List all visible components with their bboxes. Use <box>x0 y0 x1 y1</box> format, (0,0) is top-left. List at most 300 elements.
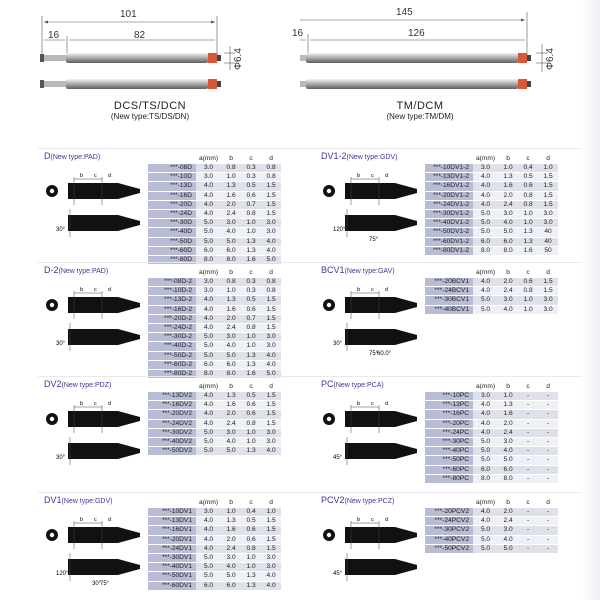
model-cell: ***-30DV1-2 <box>425 210 473 219</box>
dimension-letter: d <box>108 401 112 407</box>
tip-series-newtype: (New type:TM/DM) <box>386 112 454 121</box>
value-cell: 5.0 <box>221 572 241 581</box>
dimension-letter: c <box>371 401 374 407</box>
section-type-name: PC <box>321 379 334 389</box>
value-cell: 1.5 <box>261 314 281 323</box>
column-header: b <box>498 499 518 508</box>
model-cell: ***-24D-2 <box>148 324 196 333</box>
value-cell: 6.0 <box>196 360 221 369</box>
model-cell: ***-13D-2 <box>148 296 196 305</box>
model-cell: ***-40BCV1 <box>425 305 473 314</box>
value-cell: 6.0 <box>196 246 221 255</box>
table-row <box>425 517 558 526</box>
model-cell: ***-16DV1 <box>148 526 196 535</box>
column-header: b <box>221 155 241 164</box>
value-cell: 5.0 <box>196 237 221 246</box>
value-cell: - <box>538 401 558 410</box>
table-row <box>425 428 558 437</box>
model-cell: ***-60PC <box>425 465 473 474</box>
section-newtype: (New type:PAD) <box>58 268 109 275</box>
value-cell: 1.5 <box>261 324 281 333</box>
value-cell: 0.6 <box>241 535 261 544</box>
value-cell: - <box>518 419 538 428</box>
value-cell: 0.7 <box>241 200 261 209</box>
value-cell: 1.5 <box>538 287 558 296</box>
value-cell: 1.6 <box>221 305 241 314</box>
value-cell: 4.0 <box>196 296 221 305</box>
tip-section-d-2 <box>38 262 328 378</box>
value-cell: 4.0 <box>196 517 221 526</box>
value-cell: 1.5 <box>538 200 558 209</box>
value-cell: 4.0 <box>473 517 498 526</box>
spec-table <box>425 499 558 554</box>
value-cell: 3.0 <box>261 333 281 342</box>
drawing-tm <box>292 0 600 125</box>
value-cell: 1.6 <box>241 370 261 379</box>
value-cell: 1.5 <box>261 200 281 209</box>
section-newtype: (New type:GAV) <box>344 268 395 275</box>
model-cell: ***-10PC <box>425 392 473 401</box>
value-cell: 1.3 <box>241 360 261 369</box>
value-cell: 1.5 <box>538 278 558 287</box>
model-cell: ***-20DV2 <box>148 410 196 419</box>
value-cell: 5.0 <box>221 447 241 456</box>
angle-label: 120° <box>56 571 69 577</box>
column-header: d <box>538 269 558 278</box>
column-header: b <box>221 499 241 508</box>
header-blank <box>425 499 473 508</box>
value-cell: - <box>518 535 538 544</box>
value-cell: 1.5 <box>261 410 281 419</box>
model-cell: ***-08D-2 <box>148 278 196 287</box>
value-cell: 0.8 <box>241 210 261 219</box>
value-cell: - <box>538 535 558 544</box>
header-blank <box>148 383 196 392</box>
model-cell: ***-24DV2 <box>148 419 196 428</box>
value-cell: 3.0 <box>261 563 281 572</box>
model-cell: ***-16DV1-2 <box>425 182 473 191</box>
dimension-letter: d <box>385 517 389 523</box>
value-cell: 8.0 <box>498 474 518 483</box>
table-row <box>148 200 281 209</box>
table-row <box>148 333 281 342</box>
section-newtype: (New type:PCZ) <box>344 498 395 505</box>
model-cell: ***-40DV2 <box>148 438 196 447</box>
value-cell: 6.0 <box>498 465 518 474</box>
value-cell: 2.0 <box>498 278 518 287</box>
value-cell: 4.0 <box>473 508 498 517</box>
value-cell: 1.5 <box>261 535 281 544</box>
value-cell: - <box>518 456 538 465</box>
tip-profile-diagram <box>317 397 425 477</box>
table-row <box>425 200 558 209</box>
column-header: a(mm) <box>196 499 221 508</box>
value-cell: 1.0 <box>498 164 518 173</box>
value-cell: 1.0 <box>518 305 538 314</box>
value-cell: 2.0 <box>221 410 241 419</box>
value-cell: 4.0 <box>473 410 498 419</box>
value-cell: 1.0 <box>538 164 558 173</box>
table-row <box>148 305 281 314</box>
value-cell: 1.5 <box>261 182 281 191</box>
model-cell: ***-50D <box>148 237 196 246</box>
value-cell: 0.6 <box>241 191 261 200</box>
value-cell: 1.3 <box>518 237 538 246</box>
value-cell: 5.0 <box>196 554 221 563</box>
table-row <box>148 191 281 200</box>
value-cell: - <box>538 508 558 517</box>
model-cell: ***-13PC <box>425 401 473 410</box>
section-newtype: (New type:GDV) <box>346 154 398 161</box>
model-cell: ***-13D <box>148 182 196 191</box>
value-cell: 4.0 <box>473 419 498 428</box>
model-cell: ***-10DV1 <box>148 508 196 517</box>
value-cell: 8.0 <box>221 256 241 265</box>
value-cell: 5.0 <box>196 428 221 437</box>
value-cell: 1.5 <box>538 173 558 182</box>
value-cell: 0.4 <box>241 508 261 517</box>
model-cell: ***-20DV1 <box>148 535 196 544</box>
value-cell: 4.0 <box>261 246 281 255</box>
value-cell: 0.5 <box>241 517 261 526</box>
model-cell: ***-20PCV2 <box>425 508 473 517</box>
value-cell: 1.5 <box>261 296 281 305</box>
table-row <box>425 410 558 419</box>
dimension-letter: b <box>80 401 84 407</box>
table-row <box>425 164 558 173</box>
value-cell: 1.0 <box>498 392 518 401</box>
value-cell: 1.3 <box>518 228 538 237</box>
value-cell: 1.5 <box>261 392 281 401</box>
section-title <box>44 265 108 275</box>
model-cell: ***-24BCV1 <box>425 287 473 296</box>
value-cell: 0.3 <box>241 173 261 182</box>
value-cell: 5.0 <box>196 342 221 351</box>
value-cell: 2.4 <box>221 544 241 553</box>
table-row <box>148 342 281 351</box>
table-row <box>425 508 558 517</box>
value-cell: 0.8 <box>241 544 261 553</box>
column-header: d <box>261 155 281 164</box>
angle-label: 75° <box>369 237 379 243</box>
value-cell: 3.0 <box>261 219 281 228</box>
value-cell: 5.0 <box>473 296 498 305</box>
value-cell: - <box>518 401 538 410</box>
value-cell: 1.0 <box>221 173 241 182</box>
value-cell: 4.0 <box>196 305 221 314</box>
table-row <box>425 278 558 287</box>
tip-section-dv1 <box>38 492 328 600</box>
value-cell: 0.5 <box>241 182 261 191</box>
angle-label: 30° <box>56 341 66 347</box>
value-cell: 4.0 <box>221 438 241 447</box>
dimension-letter: d <box>108 517 112 523</box>
model-cell: ***-13DV2 <box>148 392 196 401</box>
value-cell: - <box>538 428 558 437</box>
table-row <box>148 563 281 572</box>
value-cell: 5.0 <box>196 438 221 447</box>
section-newtype: (New type:GDV) <box>61 498 113 505</box>
model-cell: ***-16PC <box>425 410 473 419</box>
model-cell: ***-80D-2 <box>148 370 196 379</box>
value-cell: 0.3 <box>241 164 261 173</box>
table-row <box>425 191 558 200</box>
spec-table <box>148 155 281 265</box>
value-cell: 1.3 <box>221 392 241 401</box>
value-cell: 1.6 <box>498 182 518 191</box>
angle-label: 60.0° <box>377 351 392 357</box>
value-cell: 0.8 <box>241 419 261 428</box>
table-row <box>148 508 281 517</box>
value-cell: 1.6 <box>221 526 241 535</box>
value-cell: - <box>518 428 538 437</box>
tip-section-pcv2 <box>315 492 600 600</box>
table-row <box>148 554 281 563</box>
value-cell: 1.5 <box>261 526 281 535</box>
value-cell: 1.3 <box>241 447 261 456</box>
spec-table <box>148 269 281 379</box>
value-cell: 2.0 <box>498 508 518 517</box>
value-cell: 4.0 <box>498 305 518 314</box>
table-row <box>148 296 281 305</box>
value-cell: - <box>538 410 558 419</box>
table-row <box>425 447 558 456</box>
value-cell: 1.0 <box>241 438 261 447</box>
dimension-letter: c <box>94 517 97 523</box>
value-cell: 3.0 <box>538 219 558 228</box>
column-header: c <box>241 269 261 278</box>
model-cell: ***-60D-2 <box>148 360 196 369</box>
value-cell: 3.0 <box>196 173 221 182</box>
page-edge-shadow <box>582 0 600 600</box>
value-cell: 1.0 <box>518 296 538 305</box>
value-cell: 4.0 <box>196 210 221 219</box>
value-cell: 6.0 <box>196 581 221 590</box>
value-cell: 5.0 <box>473 305 498 314</box>
value-cell: 1.5 <box>261 401 281 410</box>
model-cell: ***-30D <box>148 219 196 228</box>
table-row <box>425 419 558 428</box>
value-cell: 5.0 <box>473 526 498 535</box>
table-row <box>148 164 281 173</box>
value-cell: 3.0 <box>261 342 281 351</box>
section-type-name: D <box>44 151 51 161</box>
value-cell: 0.6 <box>241 305 261 314</box>
dimension-letter: d <box>385 173 389 179</box>
model-cell: ***-20D <box>148 200 196 209</box>
model-cell: ***-20BCV1 <box>425 278 473 287</box>
value-cell: 3.0 <box>261 554 281 563</box>
value-cell: 4.0 <box>261 581 281 590</box>
value-cell: 2.0 <box>221 200 241 209</box>
value-cell: 5.0 <box>196 333 221 342</box>
section-newtype: (New type:PAD) <box>50 154 101 161</box>
drawing-caption <box>270 100 570 121</box>
value-cell: 1.0 <box>221 508 241 517</box>
tip-series-name: TM/DCM <box>396 100 444 112</box>
value-cell: 3.0 <box>261 428 281 437</box>
value-cell: 4.0 <box>221 563 241 572</box>
value-cell: 5.0 <box>473 219 498 228</box>
column-header: c <box>241 155 261 164</box>
value-cell: 3.0 <box>538 210 558 219</box>
value-cell: 2.4 <box>498 287 518 296</box>
value-cell: - <box>518 410 538 419</box>
model-cell: ***-60DV1 <box>148 581 196 590</box>
model-cell: ***-30BCV1 <box>425 296 473 305</box>
model-cell: ***-24DV1-2 <box>425 200 473 209</box>
header-blank <box>425 155 473 164</box>
value-cell: 1.3 <box>241 351 261 360</box>
table-row <box>425 401 558 410</box>
table-row <box>425 544 558 553</box>
table-row <box>425 526 558 535</box>
table-row <box>148 544 281 553</box>
table-row <box>425 219 558 228</box>
value-cell: 4.0 <box>196 392 221 401</box>
value-cell: 1.5 <box>538 182 558 191</box>
value-cell: 5.0 <box>196 563 221 572</box>
model-cell: ***-10D-2 <box>148 287 196 296</box>
dimension-letter: d <box>385 401 389 407</box>
table-row <box>425 182 558 191</box>
drawing-caption <box>0 100 300 121</box>
table-row <box>148 401 281 410</box>
value-cell: 5.0 <box>221 351 241 360</box>
model-cell: ***-13DV1 <box>148 517 196 526</box>
header-blank <box>148 499 196 508</box>
spec-table <box>148 499 281 591</box>
section-type-name: DV2 <box>44 379 62 389</box>
value-cell: 5.0 <box>498 228 518 237</box>
table-row <box>425 392 558 401</box>
table-row <box>148 314 281 323</box>
tip-profile-diagram <box>40 397 148 477</box>
column-header: c <box>241 499 261 508</box>
value-cell: 1.5 <box>261 191 281 200</box>
dimension-part-a: 16 <box>292 28 304 39</box>
tip-dimension-drawing <box>0 0 300 100</box>
value-cell: 3.0 <box>196 278 221 287</box>
column-header: a(mm) <box>196 383 221 392</box>
value-cell: - <box>538 474 558 483</box>
dimension-letter: d <box>108 173 112 179</box>
table-row <box>425 296 558 305</box>
section-title <box>321 151 397 161</box>
table-row <box>148 287 281 296</box>
value-cell: - <box>538 447 558 456</box>
value-cell: 1.3 <box>241 246 261 255</box>
column-header: c <box>518 155 538 164</box>
value-cell: 2.4 <box>498 517 518 526</box>
dimension-letter: b <box>80 173 84 179</box>
value-cell: 3.0 <box>538 305 558 314</box>
value-cell: 1.0 <box>518 210 538 219</box>
tip-series-name: DCS/TS/DCN <box>113 100 187 112</box>
value-cell: 0.3 <box>241 287 261 296</box>
value-cell: 5.0 <box>473 210 498 219</box>
tip-section-d <box>38 148 328 264</box>
value-cell: 1.3 <box>498 173 518 182</box>
model-cell: ***-30D-2 <box>148 333 196 342</box>
value-cell: 6.0 <box>473 465 498 474</box>
value-cell: 1.5 <box>261 419 281 428</box>
value-cell: 4.0 <box>261 360 281 369</box>
value-cell: 3.0 <box>473 164 498 173</box>
value-cell: 3.0 <box>498 210 518 219</box>
value-cell: 4.0 <box>196 401 221 410</box>
section-title <box>44 379 111 389</box>
value-cell: 1.6 <box>498 410 518 419</box>
table-row <box>148 278 281 287</box>
model-cell: ***-80PC <box>425 474 473 483</box>
value-cell: 5.0 <box>473 544 498 553</box>
value-cell: 0.8 <box>261 164 281 173</box>
value-cell: 3.0 <box>498 438 518 447</box>
table-row <box>425 237 558 246</box>
model-cell: ***-24D <box>148 210 196 219</box>
value-cell: 1.0 <box>241 428 261 437</box>
dimension-letter: c <box>371 517 374 523</box>
tip-section-dv2 <box>38 376 328 484</box>
column-header: b <box>498 383 518 392</box>
table-row <box>148 228 281 237</box>
value-cell: 4.0 <box>473 173 498 182</box>
value-cell: 4.0 <box>473 200 498 209</box>
dimension-part-b: 126 <box>408 28 425 39</box>
value-cell: 0.6 <box>241 526 261 535</box>
model-cell: ***-08D <box>148 164 196 173</box>
value-cell: 4.0 <box>473 287 498 296</box>
model-cell: ***-10D <box>148 173 196 182</box>
value-cell: 2.4 <box>221 210 241 219</box>
table-row <box>148 438 281 447</box>
model-cell: ***-24PC <box>425 428 473 437</box>
dimension-letter: b <box>357 287 361 293</box>
value-cell: 1.5 <box>261 210 281 219</box>
model-cell: ***-20D-2 <box>148 314 196 323</box>
column-header: a(mm) <box>473 383 498 392</box>
dimension-diameter: Φ6.4 <box>233 48 244 70</box>
value-cell: 2.0 <box>498 419 518 428</box>
column-header: c <box>241 383 261 392</box>
value-cell: - <box>518 438 538 447</box>
value-cell: 1.3 <box>221 517 241 526</box>
header-blank <box>148 269 196 278</box>
table-row <box>148 173 281 182</box>
value-cell: 8.0 <box>498 246 518 255</box>
table-row <box>425 535 558 544</box>
angle-label: 30° <box>56 455 66 461</box>
value-cell: 0.6 <box>241 410 261 419</box>
value-cell: - <box>538 456 558 465</box>
drawing-dcs <box>0 0 300 125</box>
value-cell: 1.0 <box>221 287 241 296</box>
column-header: b <box>498 269 518 278</box>
model-cell: ***-30PCV2 <box>425 526 473 535</box>
dimension-letter: c <box>371 287 374 293</box>
dimension-letter: c <box>371 173 374 179</box>
tip-section-pc <box>315 376 600 484</box>
value-cell: 4.0 <box>196 544 221 553</box>
table-row <box>425 305 558 314</box>
column-header: b <box>221 269 241 278</box>
dimension-letter: d <box>108 287 112 293</box>
column-header: d <box>261 269 281 278</box>
dimension-part-b: 82 <box>134 30 146 41</box>
value-cell: - <box>518 447 538 456</box>
model-cell: ***-50DV2 <box>148 447 196 456</box>
